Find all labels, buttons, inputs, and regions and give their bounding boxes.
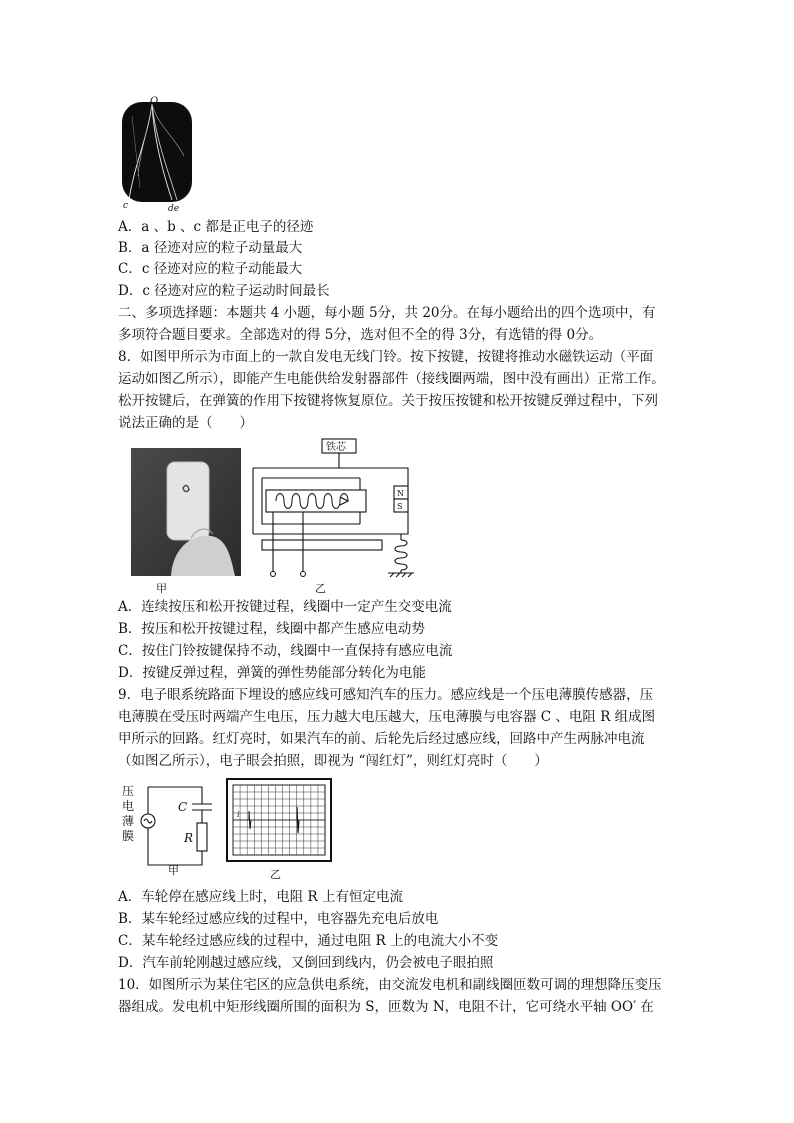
side-label-1: 压: [122, 784, 135, 798]
q10-stem-line-1: 10．如图所示为某住宅区的应急供电系统，由交流发电机和副线圈匝数可调的理想降压变压: [118, 977, 662, 993]
q7-option-d: D．c 径迹对应的粒子运动时间最长: [118, 283, 330, 299]
q10-stem-line-2: 器组成。发电机中矩形线圈所围的面积为 S，匝数为 N，电阻不计，它可绕水平轴 OO′ 在: [118, 999, 654, 1015]
pole-s-label: S: [397, 502, 403, 511]
q9-option-c: C．某车轮经过感应线的过程中，通过电阻 R 上的电流大小不变: [118, 933, 499, 949]
section2-line-1: 二、多项选择题：本题共 4 小题，每小题 5分，共 20分。在每小题给出的四个选项中，有: [118, 305, 656, 321]
label-de: de: [168, 204, 180, 214]
q8-stem-line-2: 运动如图乙所示），即能产生电能供给发射器部件（接线圈两端，图中没有画出）正常工作。: [118, 371, 665, 387]
fig8-caption-jia: 甲: [156, 582, 167, 595]
capacitor-label: C: [178, 800, 188, 814]
q8-option-a: A．连续按压和松开按键过程，线圈中一定产生交变电流: [118, 599, 452, 615]
fig8-caption-yi: 乙: [315, 582, 326, 595]
q9-option-a: A．车轮停在感应线上时，电阻 R 上有恒定电流: [118, 889, 403, 905]
side-label-2: 电: [122, 799, 135, 813]
fig9-caption-jia: 甲: [168, 864, 179, 877]
coil-magnet-diagram: [248, 436, 423, 582]
label-o: O: [150, 96, 159, 107]
q9-stem-line-3: 甲所示的回路。红灯亮时，如果汽车的前、后轮先后经过感应线，回路中产生两脉冲电流: [118, 731, 645, 747]
side-label-3: 薄: [122, 814, 135, 828]
q9-stem-line-4: （如图乙所示），电子眼会拍照，即视为 “闯红灯”，则红灯亮时（ ）: [118, 753, 548, 769]
iron-core-label: 铁芯: [326, 442, 346, 453]
q9-option-b: B．某车轮经过感应线的过程中，电容器先充电后放电: [118, 911, 439, 927]
doorbell-photo: [131, 448, 241, 576]
q8-option-c: C．按住门铃按键保持不动，线圈中一直保持有感应电流: [118, 643, 453, 659]
pulse-current-graph: [225, 777, 333, 863]
q8-option-d: D．按键反弹过程，弹簧的弹性势能部分转化为电能: [118, 665, 426, 681]
section2-line-2: 多项符合题目要求。全部选对的得 5分，选对但不全的得 3分，有选错的得 0分。: [118, 327, 603, 343]
q9-stem-line-2: 电薄膜在受压时两端产生电压，压力越大电压越大，压电薄膜与电容器 C 、电阻 R 组成图: [118, 709, 656, 725]
q7-option-a: A．a 、b 、c 都是正电子的径迹: [118, 219, 314, 235]
pole-n-label: N: [397, 489, 404, 498]
q7-option-b: B．a 径迹对应的粒子动量最大: [118, 240, 303, 256]
q8-stem-line-1: 8．如图甲所示为市面上的一款自发电无线门铃。按下按键，按键将推动水磁铁运动（平面: [118, 349, 654, 365]
q8-stem-line-3: 松开按键后，在弹簧的作用下按键将恢复原位。关于按压按键和松开按键反弹过程中，下列: [118, 393, 658, 409]
q7-option-c: C．c 径迹对应的粒子动能最大: [118, 261, 303, 277]
particle-track-figure: [118, 96, 196, 214]
q8-stem-line-4: 说法正确的是（ ）: [118, 415, 253, 431]
q8-option-b: B．按压和松开按键过程，线圈中都产生感应电动势: [118, 621, 425, 637]
label-c: c: [123, 201, 129, 211]
fig9-caption-yi: 乙: [270, 868, 281, 881]
axis-i-label: i: [237, 810, 240, 819]
q9-stem-line-1: 9．电子眼系统路面下埋设的感应线可感知汽车的压力。感应线是一个压电薄膜传感器，压: [118, 687, 654, 703]
side-label-4: 膜: [122, 829, 135, 843]
q9-option-d: D．汽车前轮刚越过感应线，又倒回到线内，仍会被电子眼拍照: [118, 955, 494, 971]
resistor-label: R: [184, 831, 194, 845]
